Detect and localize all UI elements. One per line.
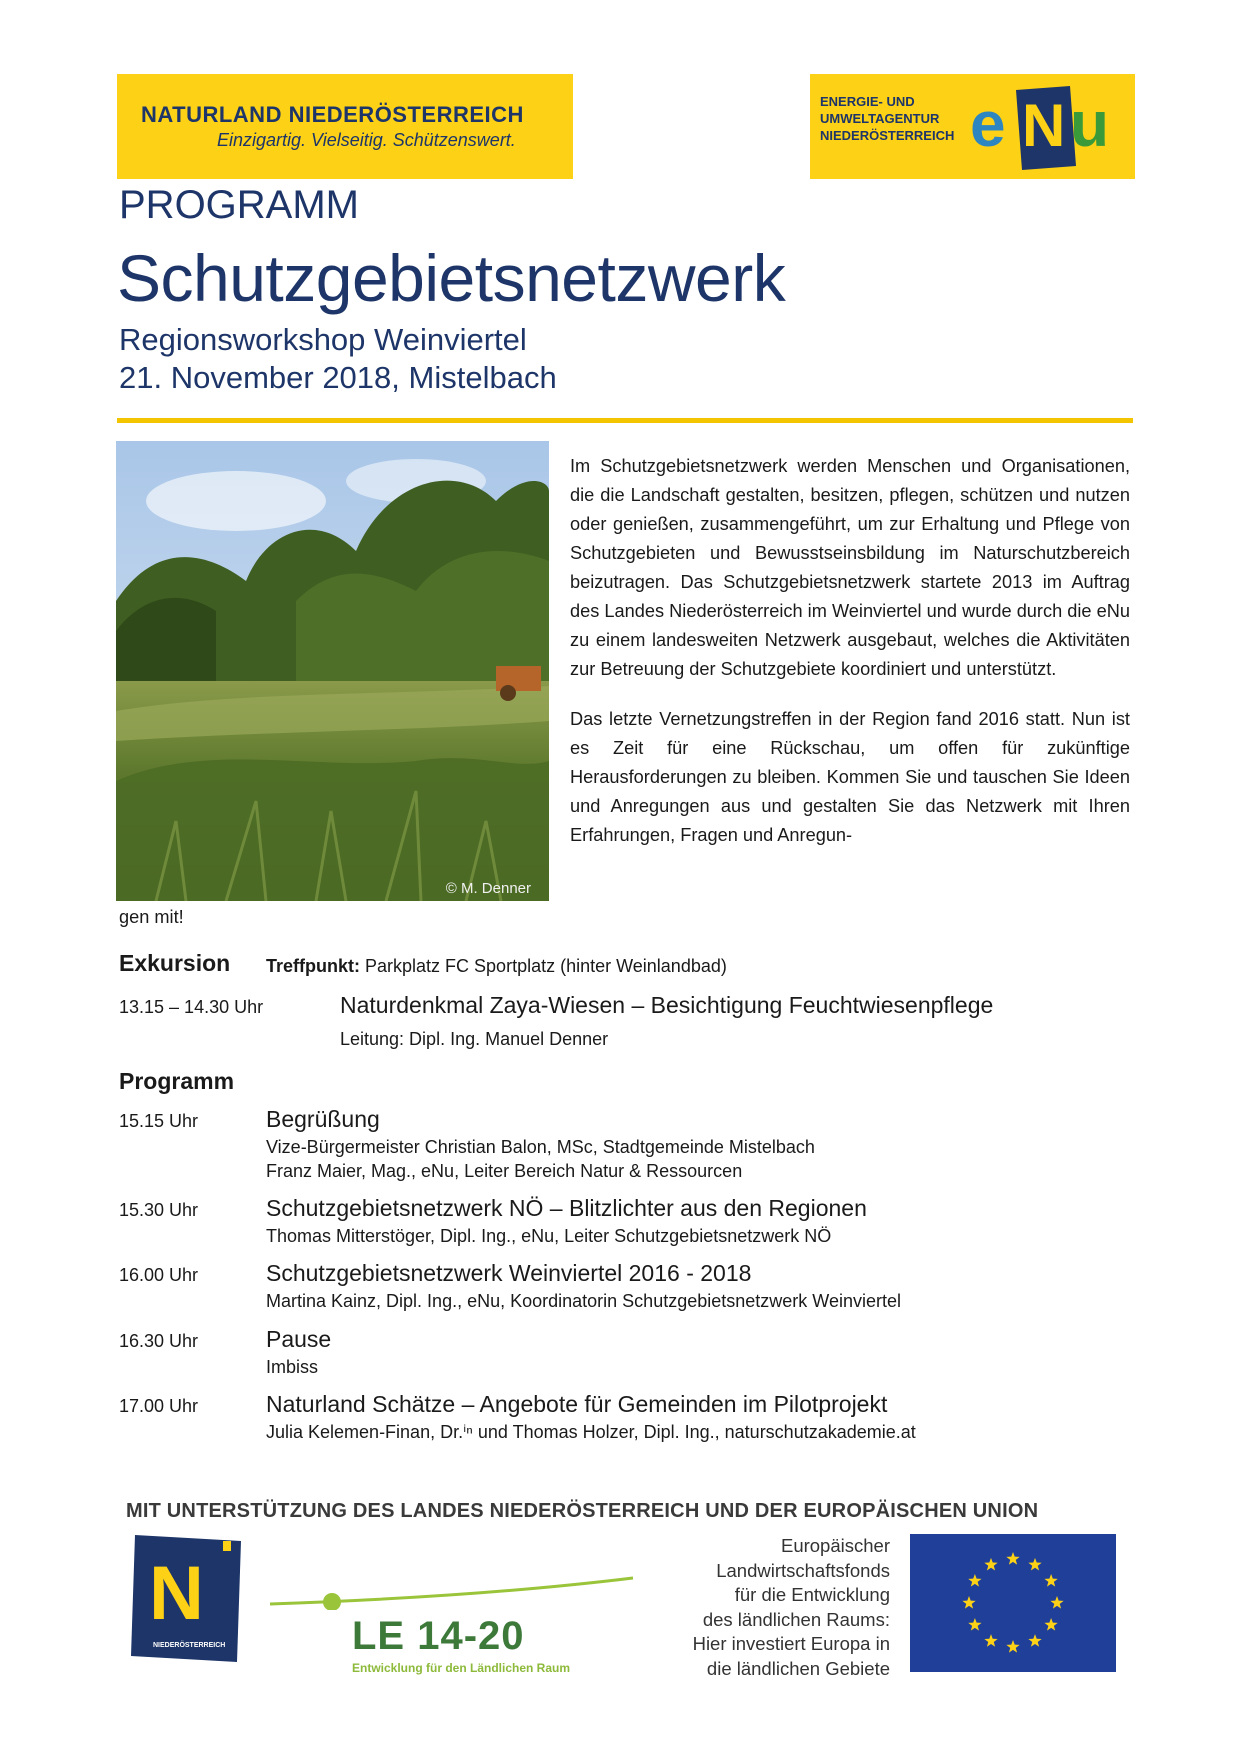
title-divider (117, 418, 1133, 423)
meadow-photo-image (116, 441, 549, 901)
programm-item-title: Schutzgebietsnetzwerk NÖ – Blitzlichter aus den Regionen (266, 1195, 867, 1221)
eu-star-icon (1028, 1558, 1041, 1571)
programm-item-time: 15.30 Uhr (119, 1200, 199, 1220)
naturland-logo (117, 74, 573, 179)
intro-paragraph-2: Das letzte Vernetzungstreffen in der Region fand 2016 statt. Nun ist es Zeit für eine Rückschau, um offen für zukünftige Herausforderungen zu bleiben. Kommen Sie und tauschen Sie Ideen und Anregungen aus und gestalten Sie das Netzwerk mit Ihren Erfahrungen, Fragen und Anregun- (570, 709, 1130, 845)
programm-item-detail: Martina Kainz, Dipl. Ing., eNu, Koordinatorin Schutzgebietsnetzwerk Weinviertel (266, 1291, 901, 1311)
eu-star-icon (1050, 1596, 1063, 1609)
exkursion-heading: Exkursion (119, 950, 231, 976)
programm-heading: Programm (119, 1068, 235, 1094)
meeting-point (266, 956, 727, 977)
noe-logo-letter: N (149, 1551, 204, 1636)
eu-star-icon (984, 1634, 997, 1647)
eu-fund-line: Landwirtschaftsfonds (716, 1559, 890, 1581)
programm-item-title: Schutzgebietsnetzwerk Weinviertel 2016 - 2018 (266, 1260, 752, 1286)
intro-paragraph-1: Im Schutzgebietsnetzwerk werden Menschen und Organisationen, die die Landschaft gestalten, besitzen, pflegen, schützen und nutzen oder genießen, zusammengeführt, um zur Erhaltung und Pflege von Schutzgebieten und Bewusstseinsbildung im Naturschutzbereich beizutragen. Das Schutzgebietsnetzwerk startete 2013 im Auftrag des Landes Niederösterreich im Weinviertel und wurde durch die eNu zu einem landesweiten Netzwerk ausgebaut, welches die Aktivitäten zur Betreuung der Schutzgebiete koordiniert und unterstützt. (570, 456, 1130, 679)
noe-logo-icon (127, 1531, 249, 1666)
eu-fund-line: des ländlichen Raums: (702, 1608, 890, 1630)
le-logo-subtitle: Entwicklung für den Ländlichen Raum (352, 1661, 571, 1675)
eu-star-icon (1028, 1634, 1041, 1647)
programm-item-detail: Vize-Bürgermeister Christian Balon, MSc, Stadtgemeinde Mistelbach (266, 1137, 815, 1157)
support-statement: MIT UNTERSTÜTZUNG DES LANDES NIEDERÖSTERREICH UND DER EUROPÄISCHEN UNION (126, 1500, 1039, 1522)
eu-fund-line: die ländlichen Gebiete (706, 1657, 890, 1679)
naturland-logo-tagline: Einzigartig. Vielseitig. Schützenswert. (217, 130, 516, 150)
eu-star-icon (984, 1558, 997, 1571)
eu-star-icon (1044, 1618, 1057, 1631)
enu-logo-line2: UMWELTAGENTUR (820, 111, 940, 126)
svg-text:u: u (1070, 88, 1110, 160)
eu-fund-text (640, 1534, 890, 1681)
programm-item-time: 17.00 Uhr (119, 1396, 199, 1416)
photo-credit: © M. Denner (445, 880, 531, 897)
intro-paragraph-2-tail: gen mit! (119, 907, 184, 927)
eu-star-icon (1006, 1640, 1019, 1653)
le-logo-swoosh-icon (268, 1570, 638, 1610)
programm-item-title: Pause (266, 1326, 332, 1352)
exkursion-time: 13.15 – 14.30 Uhr (119, 997, 264, 1017)
eu-fund-line: Hier investiert Europa in (692, 1633, 890, 1654)
kicker-title: PROGRAMM (119, 183, 359, 227)
eu-star-icon (968, 1574, 981, 1587)
programm-item-title: Begrüßung (266, 1106, 380, 1132)
noe-logo-caption: NIEDERÖSTERREICH (153, 1642, 226, 1649)
exkursion-title: Naturdenkmal Zaya-Wiesen – Besichtigung Feuchtwiesenpflege (340, 992, 994, 1018)
programm-item-detail: Franz Maier, Mag., eNu, Leiter Bereich Natur & Ressourcen (266, 1161, 743, 1181)
programm-item-title: Naturland Schätze – Angebote für Gemeinden im Pilotprojekt (266, 1391, 888, 1417)
enu-logo-line1: ENERGIE- UND (820, 94, 915, 109)
meeting-point-label: Treffpunkt: (266, 956, 360, 976)
eu-flag (910, 1534, 1116, 1672)
programm-item-detail: Julia Kelemen-Finan, Dr.ⁱⁿ und Thomas Holzer, Dipl. Ing., naturschutzakademie.at (266, 1422, 916, 1442)
enu-mark-icon (970, 84, 1125, 174)
svg-text:N: N (1022, 92, 1066, 159)
meadow-photo (116, 441, 549, 901)
eu-fund-line: für die Entwicklung (734, 1584, 890, 1605)
programm-item-detail: Imbiss (266, 1357, 319, 1377)
enu-logo (810, 74, 1135, 179)
programm-item-time: 15.15 Uhr (119, 1111, 199, 1131)
eu-star-icon (1044, 1574, 1057, 1587)
noe-logo (127, 1531, 249, 1666)
page-title: Schutzgebietsnetzwerk (117, 241, 786, 315)
le-logo-text: LE 14-20 (352, 1614, 525, 1658)
svg-text:e: e (970, 88, 1006, 160)
intro-text (570, 452, 1130, 850)
meeting-point-value: Parkplatz FC Sportplatz (hinter Weinlandbad) (365, 956, 727, 976)
enu-logo-line3: NIEDERÖSTERREICH (820, 128, 955, 143)
subtitle-event: Regionsworkshop Weinviertel (119, 322, 527, 357)
programm-item-detail: Thomas Mitterstöger, Dipl. Ing., eNu, Leiter Schutzgebietsnetzwerk NÖ (266, 1226, 832, 1246)
naturland-logo-line1: NATURLAND NIEDERÖSTERREICH (141, 102, 524, 127)
eu-star-icon (1006, 1552, 1019, 1565)
programm-item-time: 16.00 Uhr (119, 1265, 199, 1285)
subtitle-date: 21. November 2018, Mistelbach (119, 360, 557, 395)
exkursion-lead: Leitung: Dipl. Ing. Manuel Denner (340, 1029, 609, 1049)
eu-fund-line: Europäischer (780, 1535, 890, 1556)
programm-item-time: 16.30 Uhr (119, 1331, 199, 1351)
eu-stars-icon (910, 1534, 1116, 1672)
eu-star-icon (968, 1618, 981, 1631)
eu-star-icon (962, 1596, 975, 1609)
